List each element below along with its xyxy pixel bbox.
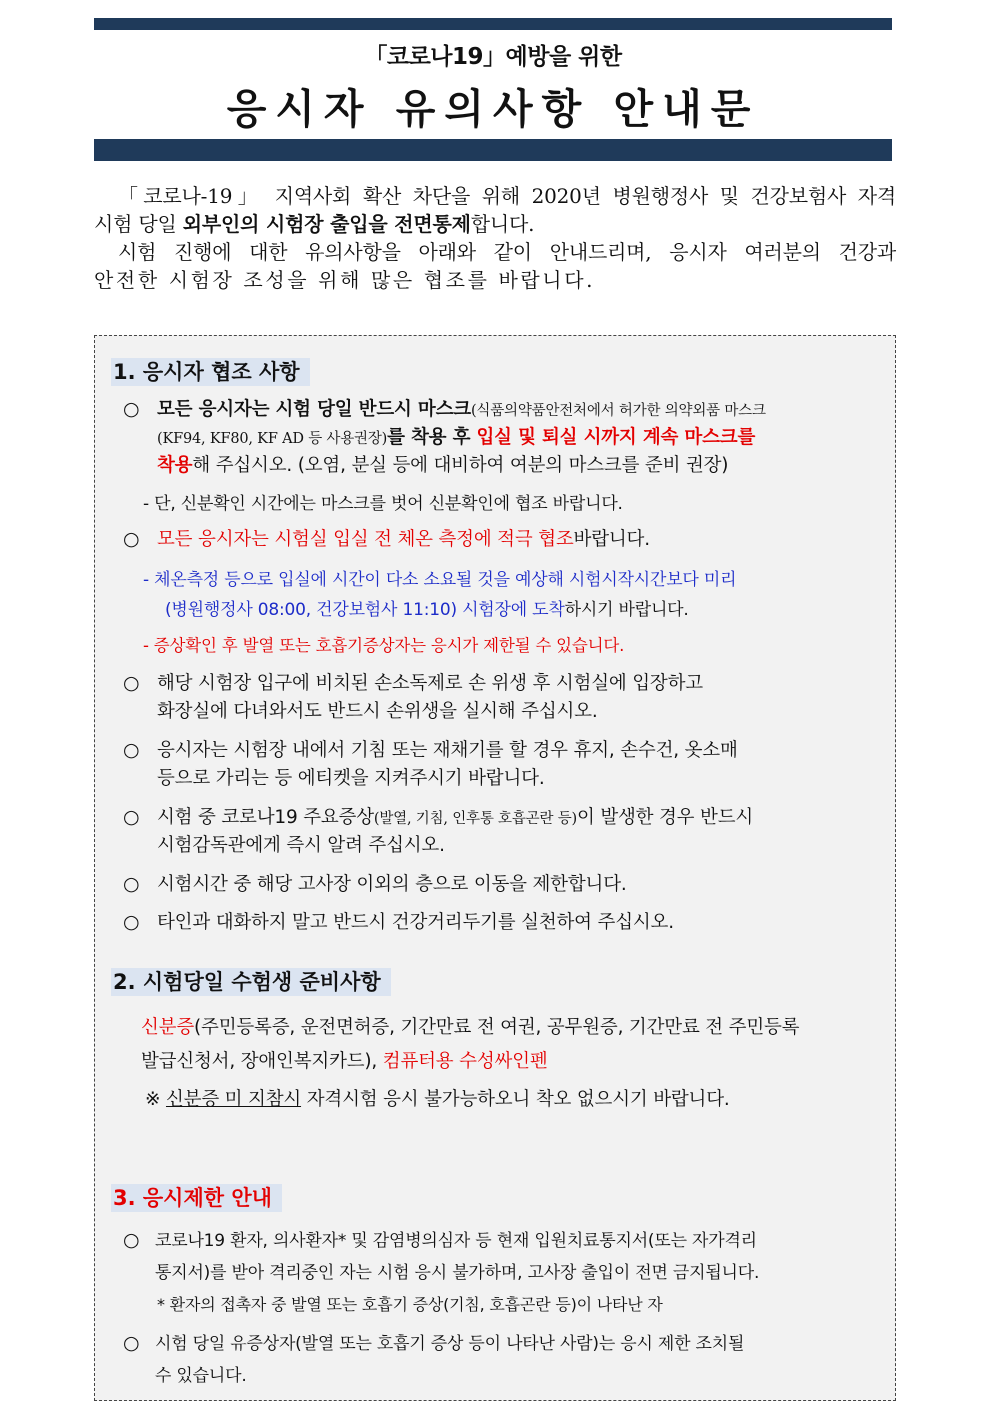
section-2-heading: 2. 시험당일 수험생 준비사항 [111,968,391,996]
s1-item-4-line2: 등으로 가리는 등 에티켓을 지켜주시기 바랍니다. [157,768,545,789]
s2-line-1 [141,1014,799,1042]
s2-line-3 [145,1086,730,1114]
header-top-bar [94,18,892,30]
bullet-icon: ○ [123,1332,140,1354]
text: 합니다. [470,212,535,236]
s1-item-2-note-1b [165,596,689,624]
bullet-icon: ○ [123,398,140,420]
text: 이 발생한 경우 반드시 [576,807,754,828]
bullet-icon: ○ [123,528,140,550]
s3-item-2-line2: 수 있습니다. [155,1366,247,1386]
red-text: 모든 응시자는 시험실 입실 전 체온 측정에 적극 협조 [157,529,574,550]
bullet-icon: ○ [123,739,140,761]
intro-line: 시험 진행에 대한 유의사항을 아래와 같이 안내드리며, 응시자 여러분의 건강과 [118,240,896,264]
text: 바랍니다. [573,529,650,550]
s1-item-3-line1: 해당 시험장 입구에 비치된 손소독제로 손 위생 후 시험실에 입장하고 [157,673,703,694]
text: 하시기 바랍니다. [564,600,689,620]
blue-text: (병원행정사 08:00, 건강보험사 11:10) 시험장에 도착 [165,600,565,620]
intro-line: 「코로나-19」 지역사회 확산 차단을 위해 2020년 병원행정사 및 건강보험사 자격 [118,184,896,208]
small-text: (발열, 기침, 인후통 호흡곤란 등) [373,811,577,827]
intro-line [94,210,896,238]
red-text: 컴퓨터용 수성싸인펜 [382,1051,548,1072]
s1-item-7: 타인과 대화하지 말고 반드시 건강거리두기를 실천하여 주십시오. [157,912,674,933]
text: (주민등록증, 운전면허증, 기간만료 전 여권, 공무원증, 기간만료 전 주민등록 [194,1017,800,1038]
s1-item-5-line1 [157,804,753,833]
text: 를 착용 후 [387,427,477,448]
s1-item-2 [157,526,650,554]
red-text: 입실 및 퇴실 시까지 계속 마스크를 [476,427,756,448]
s3-item-1-line2: 통지서)를 받아 격리중인 자는 시험 응시 불가하며, 고사장 출입이 전면 금지됩니다. [155,1263,760,1283]
s1-item-2-note-1: - 체온측정 등으로 입실에 시간이 다소 소요될 것을 예상해 시험시작시간보다 미리 [143,570,737,590]
notice-box [94,335,896,1401]
small-text: (식품의약품안전처에서 허가한 의약외품 마스크 [470,403,766,419]
bullet-icon: ○ [123,806,140,828]
intro-line: 안전한 시험장 조성을 위해 많은 협조를 바랍니다. [94,268,596,292]
small-text: (KF94, KF80, KF AD 등 사용권장) [157,431,388,447]
s1-item-4-line1: 응시자는 시험장 내에서 기침 또는 재채기를 할 경우 휴지, 손수건, 옷소매 [157,740,738,761]
s1-item-3-line2: 화장실에 다녀와서도 반드시 손위생을 실시해 주십시오. [157,701,598,722]
s1-item-1-line3 [157,452,728,480]
s2-line-2 [141,1048,548,1076]
underlined-text: 신분증 미 지참시 [165,1089,302,1110]
s1-item-2-note-2: - 증상확인 후 발열 또는 호흡기증상자는 응시가 제한될 수 있습니다. [143,636,625,655]
s1-item-1-line2 [157,424,755,453]
bullet-icon: ○ [123,672,140,694]
page-title: 응시자 유의사항 안내문 [226,85,760,133]
emphasis-text: 외부인의 시험장 출입을 전면통제 [182,212,471,236]
red-text: 착용 [157,455,193,476]
text: 시험 당일 [94,212,183,236]
section-3-heading: 3. 응시제한 안내 [111,1184,282,1212]
s3-item-2-line1: 시험 당일 유증상자(발열 또는 호흡기 증상 등이 나타난 사람)는 응시 제한 조치될 [155,1334,745,1354]
red-text: 신분증 [141,1017,195,1038]
s1-item-1-line1 [157,396,766,425]
intro-text [94,182,896,294]
s3-item-1-note: * 환자의 접촉자 중 발열 또는 호흡기 증상(기침, 호흡곤란 등)이 나타난 자 [157,1295,663,1314]
s1-item-5-line2: 시험감독관에게 즉시 알려 주십시오. [157,835,445,856]
s3-item-1-line1: 코로나19 환자, 의사환자* 및 감염병의심자 등 현재 입원치료통지서(또는 자가격리 [155,1231,757,1251]
page-subtitle: 「코로나19」예방을 위한 [364,44,622,70]
section-1-heading: 1. 응시자 협조 사항 [111,358,310,386]
bullet-icon: ○ [123,873,140,895]
text: 시험 중 코로나19 주요증상 [157,807,374,828]
text: 해 주십시오. (오염, 분실 등에 대비하여 여분의 마스크를 준비 권장) [192,455,729,476]
header-bottom-bar [94,139,892,161]
s1-item-1-note: - 단, 신분확인 시간에는 마스크를 벗어 신분확인에 협조 바랍니다. [143,494,623,514]
text: 발급신청서, 장애인복지카드), [141,1051,383,1072]
bullet-icon: ○ [123,1229,140,1251]
bullet-icon: ○ [123,911,140,933]
text: ※ [145,1089,166,1110]
text: 자격시험 응시 불가능하오니 착오 없으시기 바랍니다. [301,1089,730,1110]
s1-item-6: 시험시간 중 해당 고사장 이외의 층으로 이동을 제한합니다. [157,874,627,895]
text: 모든 응시자는 시험 당일 반드시 마스크 [157,399,471,420]
